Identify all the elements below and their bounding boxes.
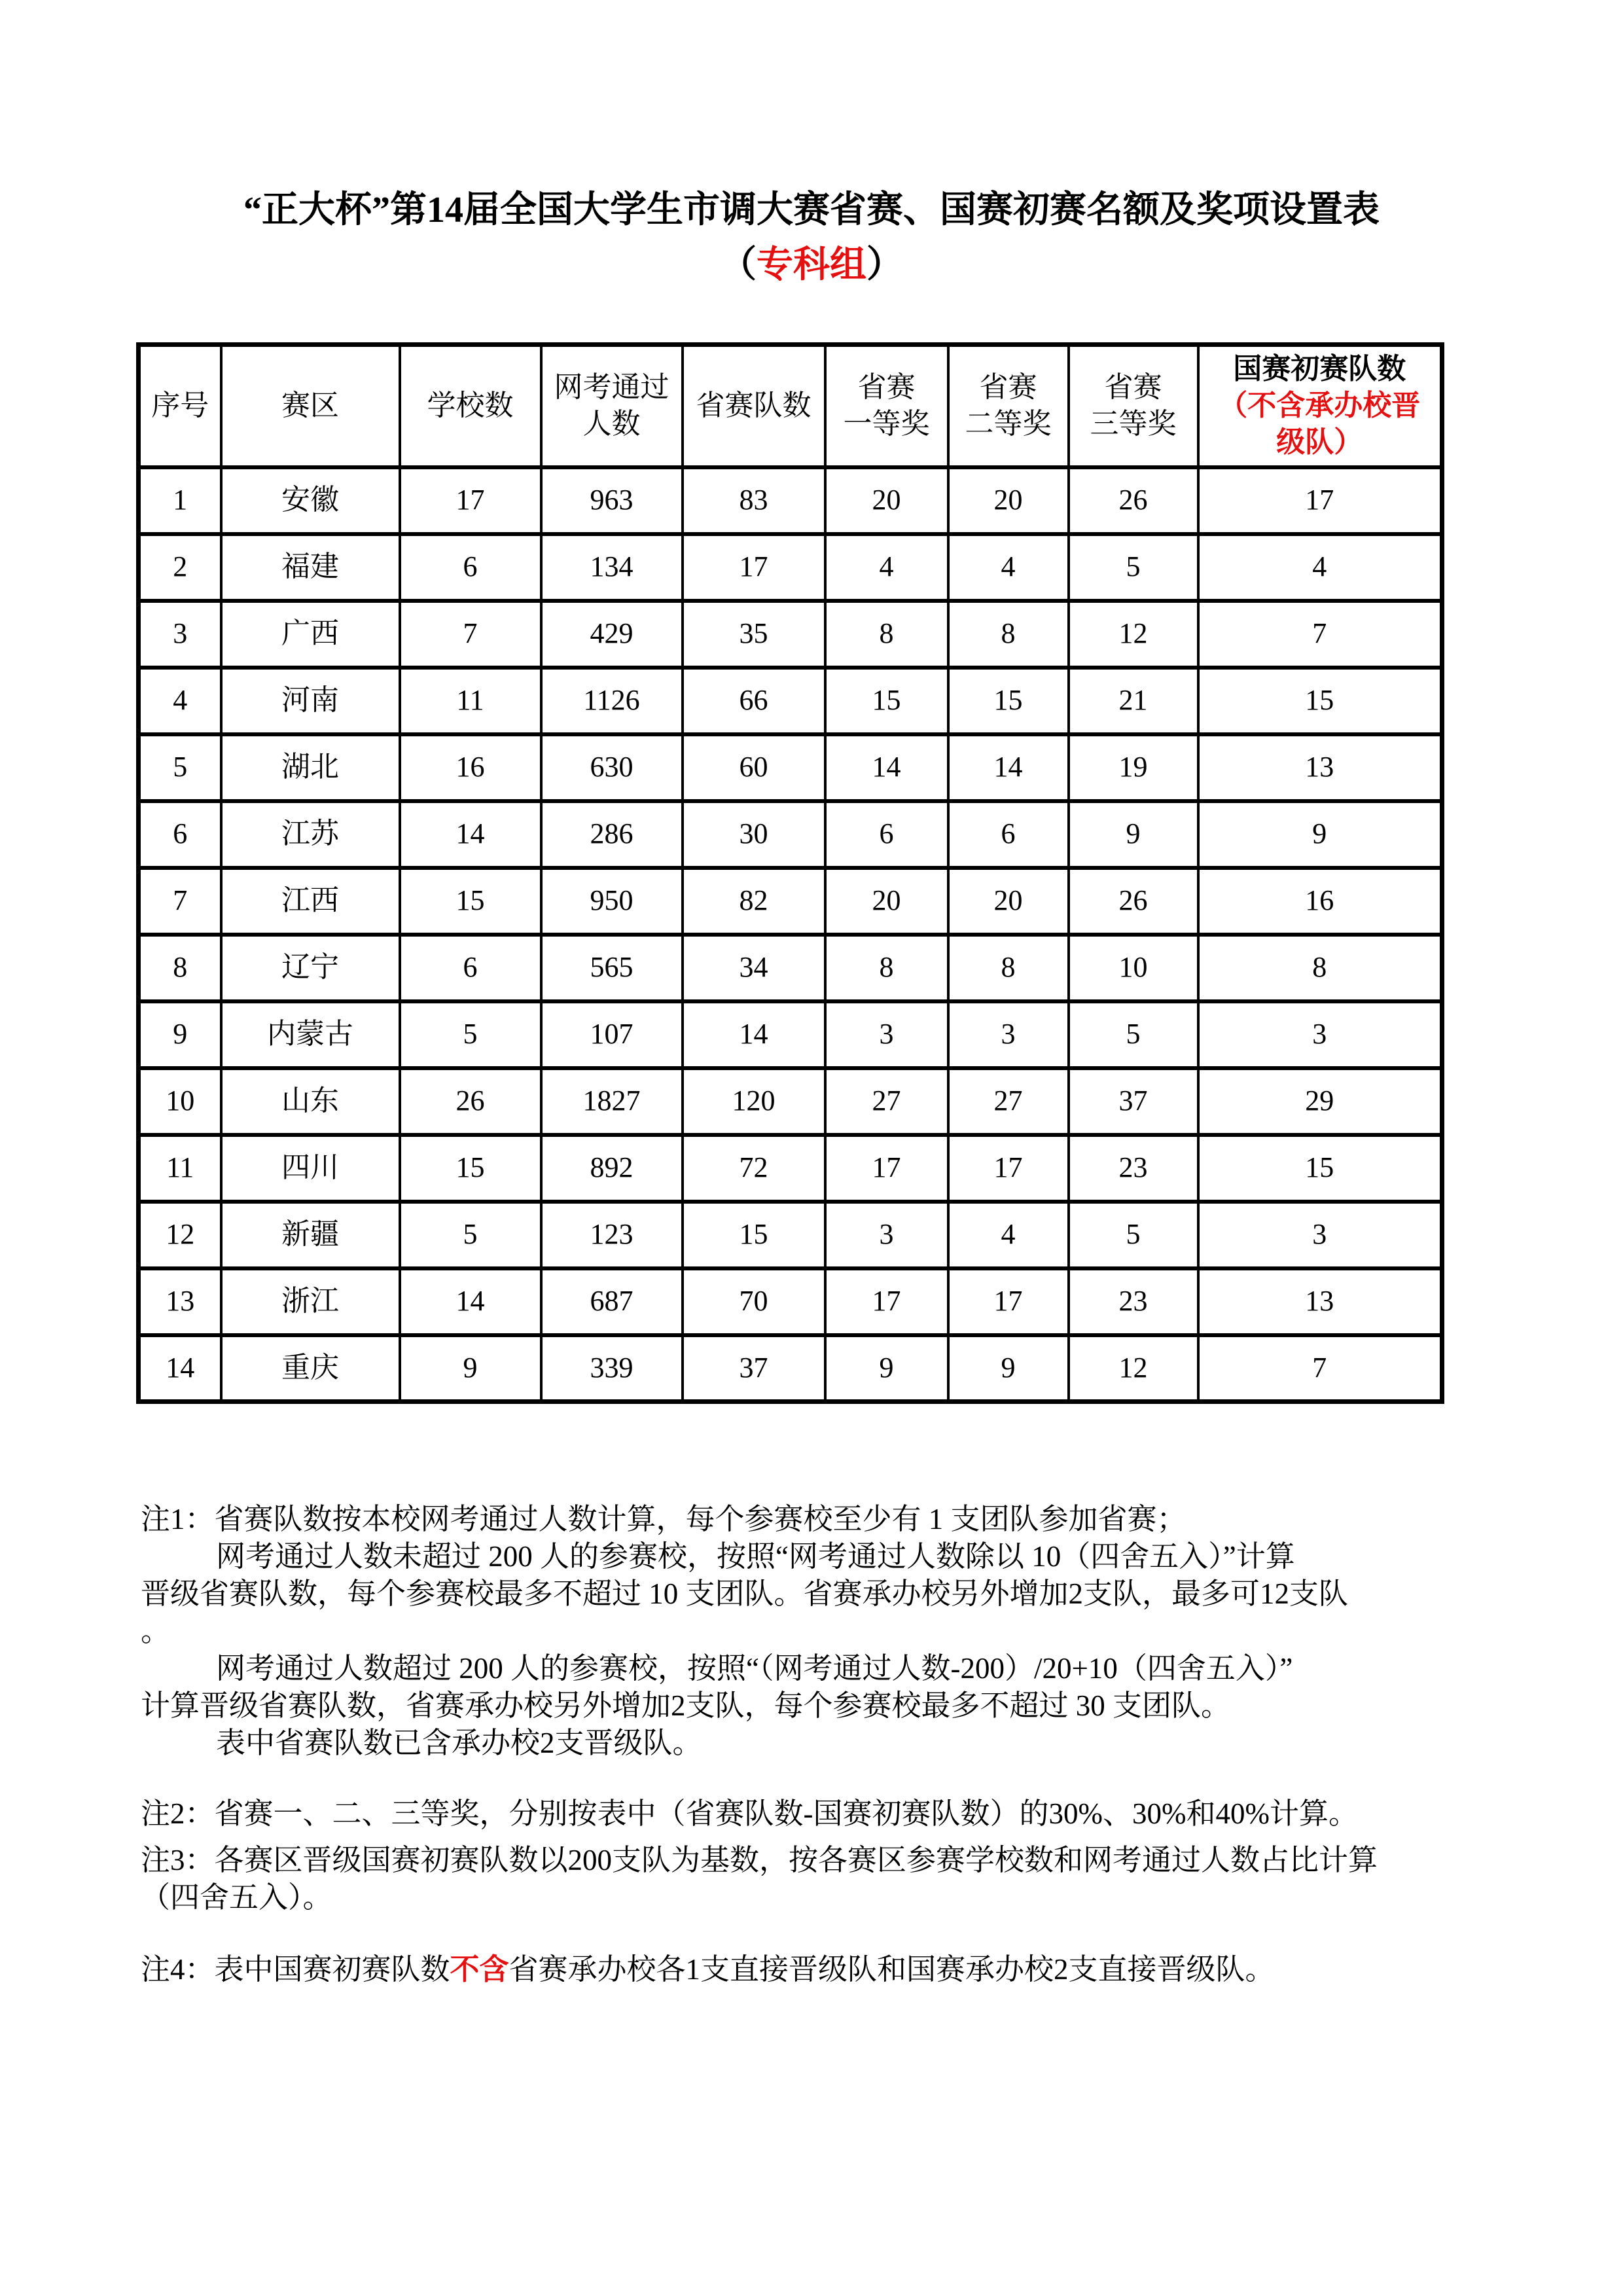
table-cell: 5 [400,1202,541,1268]
notes-section [141,1501,1528,1988]
table-row [139,935,1442,1001]
table-cell: 429 [541,601,683,668]
table-cell: 15 [948,668,1069,734]
table-row [139,1135,1442,1202]
note-line [141,1951,1528,1988]
table-cell: 286 [541,801,683,868]
table-cell: 5 [1069,1001,1198,1068]
table-row [139,467,1442,534]
table-body [139,467,1442,1402]
table-cell: 8 [948,601,1069,668]
table-cell: 892 [541,1135,683,1202]
table-cell: 8 [948,935,1069,1001]
table-cell: 安徽 [221,467,400,534]
table-cell: 17 [1198,467,1442,534]
table-row [139,534,1442,601]
table-cell: 14 [683,1001,825,1068]
table-cell: 浙江 [221,1268,400,1335]
table-cell: 7 [139,868,221,935]
table-cell: 27 [948,1068,1069,1135]
table-cell: 5 [400,1001,541,1068]
table-cell: 1126 [541,668,683,734]
table-cell: 5 [139,734,221,801]
table-cell: 339 [541,1335,683,1402]
table-cell: 13 [1198,734,1442,801]
column-header: 省赛 三等奖 [1069,345,1198,467]
table-cell: 83 [683,467,825,534]
table-cell: 23 [1069,1268,1198,1335]
table-cell: 26 [1069,467,1198,534]
table-row [139,1268,1442,1335]
note-text: 表中省赛队数已含承办校2支晋级队。 [216,1727,702,1759]
table-cell: 12 [1069,601,1198,668]
table-cell: 37 [683,1335,825,1402]
table-cell: 新疆 [221,1202,400,1268]
table-cell: 10 [139,1068,221,1135]
note-line [141,1501,1528,1538]
table-cell: 3 [1198,1202,1442,1268]
table-cell: 8 [1198,935,1442,1001]
table-cell: 134 [541,534,683,601]
table-cell: 26 [400,1068,541,1135]
table-cell: 26 [1069,868,1198,935]
table-cell: 16 [1198,868,1442,935]
column-header: 学校数 [400,345,541,467]
subtitle-group-label: 专科组 [757,245,866,285]
table-cell: 广西 [221,601,400,668]
table-cell: 82 [683,868,825,935]
table-cell: 15 [1198,668,1442,734]
table-cell: 3 [1198,1001,1442,1068]
page-subtitle [0,243,1623,287]
table-cell: 4 [948,1202,1069,1268]
table-cell: 17 [825,1268,948,1335]
table-cell: 7 [1198,601,1442,668]
table-cell: 123 [541,1202,683,1268]
table-cell: 17 [825,1135,948,1202]
table-cell: 6 [139,801,221,868]
note-line [141,1613,1528,1650]
table-cell: 16 [400,734,541,801]
column-header: 省赛 一等奖 [825,345,948,467]
table-cell: 8 [825,935,948,1001]
table-cell: 950 [541,868,683,935]
table-cell: 15 [825,668,948,734]
column-header: 省赛 二等奖 [948,345,1069,467]
table-cell: 10 [1069,935,1198,1001]
table-cell: 12 [1069,1335,1198,1402]
table-cell: 12 [139,1202,221,1268]
page-title-text: “正大杯”第14届全国大学生市调大赛省赛、国赛初赛名额及奖项设置表 [243,190,1380,230]
table-cell: 山东 [221,1068,400,1135]
table-cell: 江西 [221,868,400,935]
table-cell: 1 [139,467,221,534]
quota-table [136,342,1444,1404]
table-cell: 4 [1198,534,1442,601]
note-text: 晋级省赛队数，每个参赛校最多不超过 10 支团队。省赛承办校另外增加2支队，最多可12支队 [141,1577,1349,1610]
table-cell: 7 [400,601,541,668]
table-row [139,1202,1442,1268]
note-line [141,1575,1528,1613]
table-cell: 11 [400,668,541,734]
table-cell: 3 [825,1001,948,1068]
table-cell: 9 [400,1335,541,1402]
note-text: 网考通过人数超过 200 人的参赛校，按照“（网考通过人数-200）/20+10（四舍五入）” [216,1652,1293,1685]
table-cell: 15 [400,868,541,935]
table-cell: 35 [683,601,825,668]
table-cell: 湖北 [221,734,400,801]
table-cell: 福建 [221,534,400,601]
note-text: 注4：表中国赛初赛队数 [141,1953,450,1986]
table-cell: 687 [541,1268,683,1335]
table-cell: 20 [825,467,948,534]
table-cell: 20 [948,467,1069,534]
note-line [141,1650,1528,1687]
table-cell: 2 [139,534,221,601]
table-cell: 17 [948,1135,1069,1202]
table-cell: 5 [1069,534,1198,601]
table-cell: 江苏 [221,801,400,868]
table-cell: 15 [400,1135,541,1202]
table-cell: 20 [825,868,948,935]
table-cell: 34 [683,935,825,1001]
table-cell: 四川 [221,1135,400,1202]
subtitle-paren-close: ） [866,245,903,285]
table-cell: 29 [1198,1068,1442,1135]
note-text: 计算晋级省赛队数，省赛承办校另外增加2支队，每个参赛校最多不超过 30 支团队。 [141,1689,1231,1722]
page-title [0,188,1623,232]
note-text: 省赛承办校各1支直接晋级队和国赛承办校2支直接晋级队。 [508,1953,1275,1986]
table-cell: 河南 [221,668,400,734]
note-highlight: 不含 [450,1953,509,1986]
table-cell: 120 [683,1068,825,1135]
table-cell: 4 [948,534,1069,601]
table-cell: 23 [1069,1135,1198,1202]
table-cell: 9 [1198,801,1442,868]
table-cell: 4 [139,668,221,734]
table-cell: 37 [1069,1068,1198,1135]
table-cell: 27 [825,1068,948,1135]
table-cell: 30 [683,801,825,868]
table-row [139,734,1442,801]
note-text: 注1：省赛队数按本校网考通过人数计算，每个参赛校至少有 1 支团队参加省赛； [141,1503,1186,1535]
table-cell: 6 [400,935,541,1001]
table-cell: 3 [825,1202,948,1268]
table-cell: 9 [948,1335,1069,1402]
table-cell: 21 [1069,668,1198,734]
note-text: （四舍五入）。 [141,1881,332,1914]
table-cell: 辽宁 [221,935,400,1001]
table-cell: 1827 [541,1068,683,1135]
table-cell: 8 [825,601,948,668]
table-cell: 17 [683,534,825,601]
table-cell: 内蒙古 [221,1001,400,1068]
table-cell: 重庆 [221,1335,400,1402]
table-cell: 7 [1198,1335,1442,1402]
table-cell: 6 [825,801,948,868]
table-row [139,1001,1442,1068]
table-cell: 66 [683,668,825,734]
table-cell: 5 [1069,1202,1198,1268]
table-row [139,601,1442,668]
note-text: 注2：省赛一、二、三等奖，分别按表中（省赛队数-国赛初赛队数）的30%、30%和40%计算。 [141,1797,1358,1830]
table-cell: 9 [139,1001,221,1068]
table-cell: 14 [400,1268,541,1335]
table-cell: 3 [948,1001,1069,1068]
table-cell: 13 [139,1268,221,1335]
table-row [139,1335,1442,1402]
table-cell: 630 [541,734,683,801]
table-cell: 3 [139,601,221,668]
column-header: 网考通过 人数 [541,345,683,467]
table-row [139,868,1442,935]
note-text: 网考通过人数未超过 200 人的参赛校，按照“网考通过人数除以 10（四舍五入）”计算 [216,1540,1295,1573]
table-cell: 963 [541,467,683,534]
table-cell: 60 [683,734,825,801]
table-cell: 14 [825,734,948,801]
table-row [139,1068,1442,1135]
table-cell: 6 [948,801,1069,868]
table-cell: 19 [1069,734,1198,801]
table-cell: 70 [683,1268,825,1335]
note-text: 注3：各赛区晋级国赛初赛队数以200支队为基数，按各赛区参赛学校数和网考通过人数占比计算 [141,1844,1378,1876]
column-header: 省赛队数 [683,345,825,467]
note-line [141,1842,1528,1879]
table-cell: 17 [948,1268,1069,1335]
table-cell: 20 [948,868,1069,935]
table-cell: 6 [400,534,541,601]
table-cell: 8 [139,935,221,1001]
table-cell: 14 [139,1335,221,1402]
table-cell: 565 [541,935,683,1001]
table-cell: 13 [1198,1268,1442,1335]
table-cell: 9 [1069,801,1198,868]
note-line [141,1795,1528,1833]
note-line [141,1687,1528,1725]
column-header-red-note: （不含承办校晋 级队） [1219,389,1421,459]
table-cell: 72 [683,1135,825,1202]
table-cell: 14 [400,801,541,868]
note-line [141,1725,1528,1762]
column-header: 赛区 [221,345,400,467]
column-header: 国赛初赛队数 （不含承办校晋 级队） [1198,345,1442,467]
table-cell: 107 [541,1001,683,1068]
table-cell: 15 [1198,1135,1442,1202]
column-header: 序号 [139,345,221,467]
table-header-row [139,345,1442,467]
table-row [139,801,1442,868]
table-cell: 14 [948,734,1069,801]
subtitle-paren-open: （ [720,245,757,285]
table-cell: 4 [825,534,948,601]
note-text: 。 [141,1615,171,1647]
table-cell: 15 [683,1202,825,1268]
note-line [141,1879,1528,1916]
table-cell: 11 [139,1135,221,1202]
table-row [139,668,1442,734]
note-line [141,1538,1528,1575]
table-cell: 17 [400,467,541,534]
table-cell: 9 [825,1335,948,1402]
